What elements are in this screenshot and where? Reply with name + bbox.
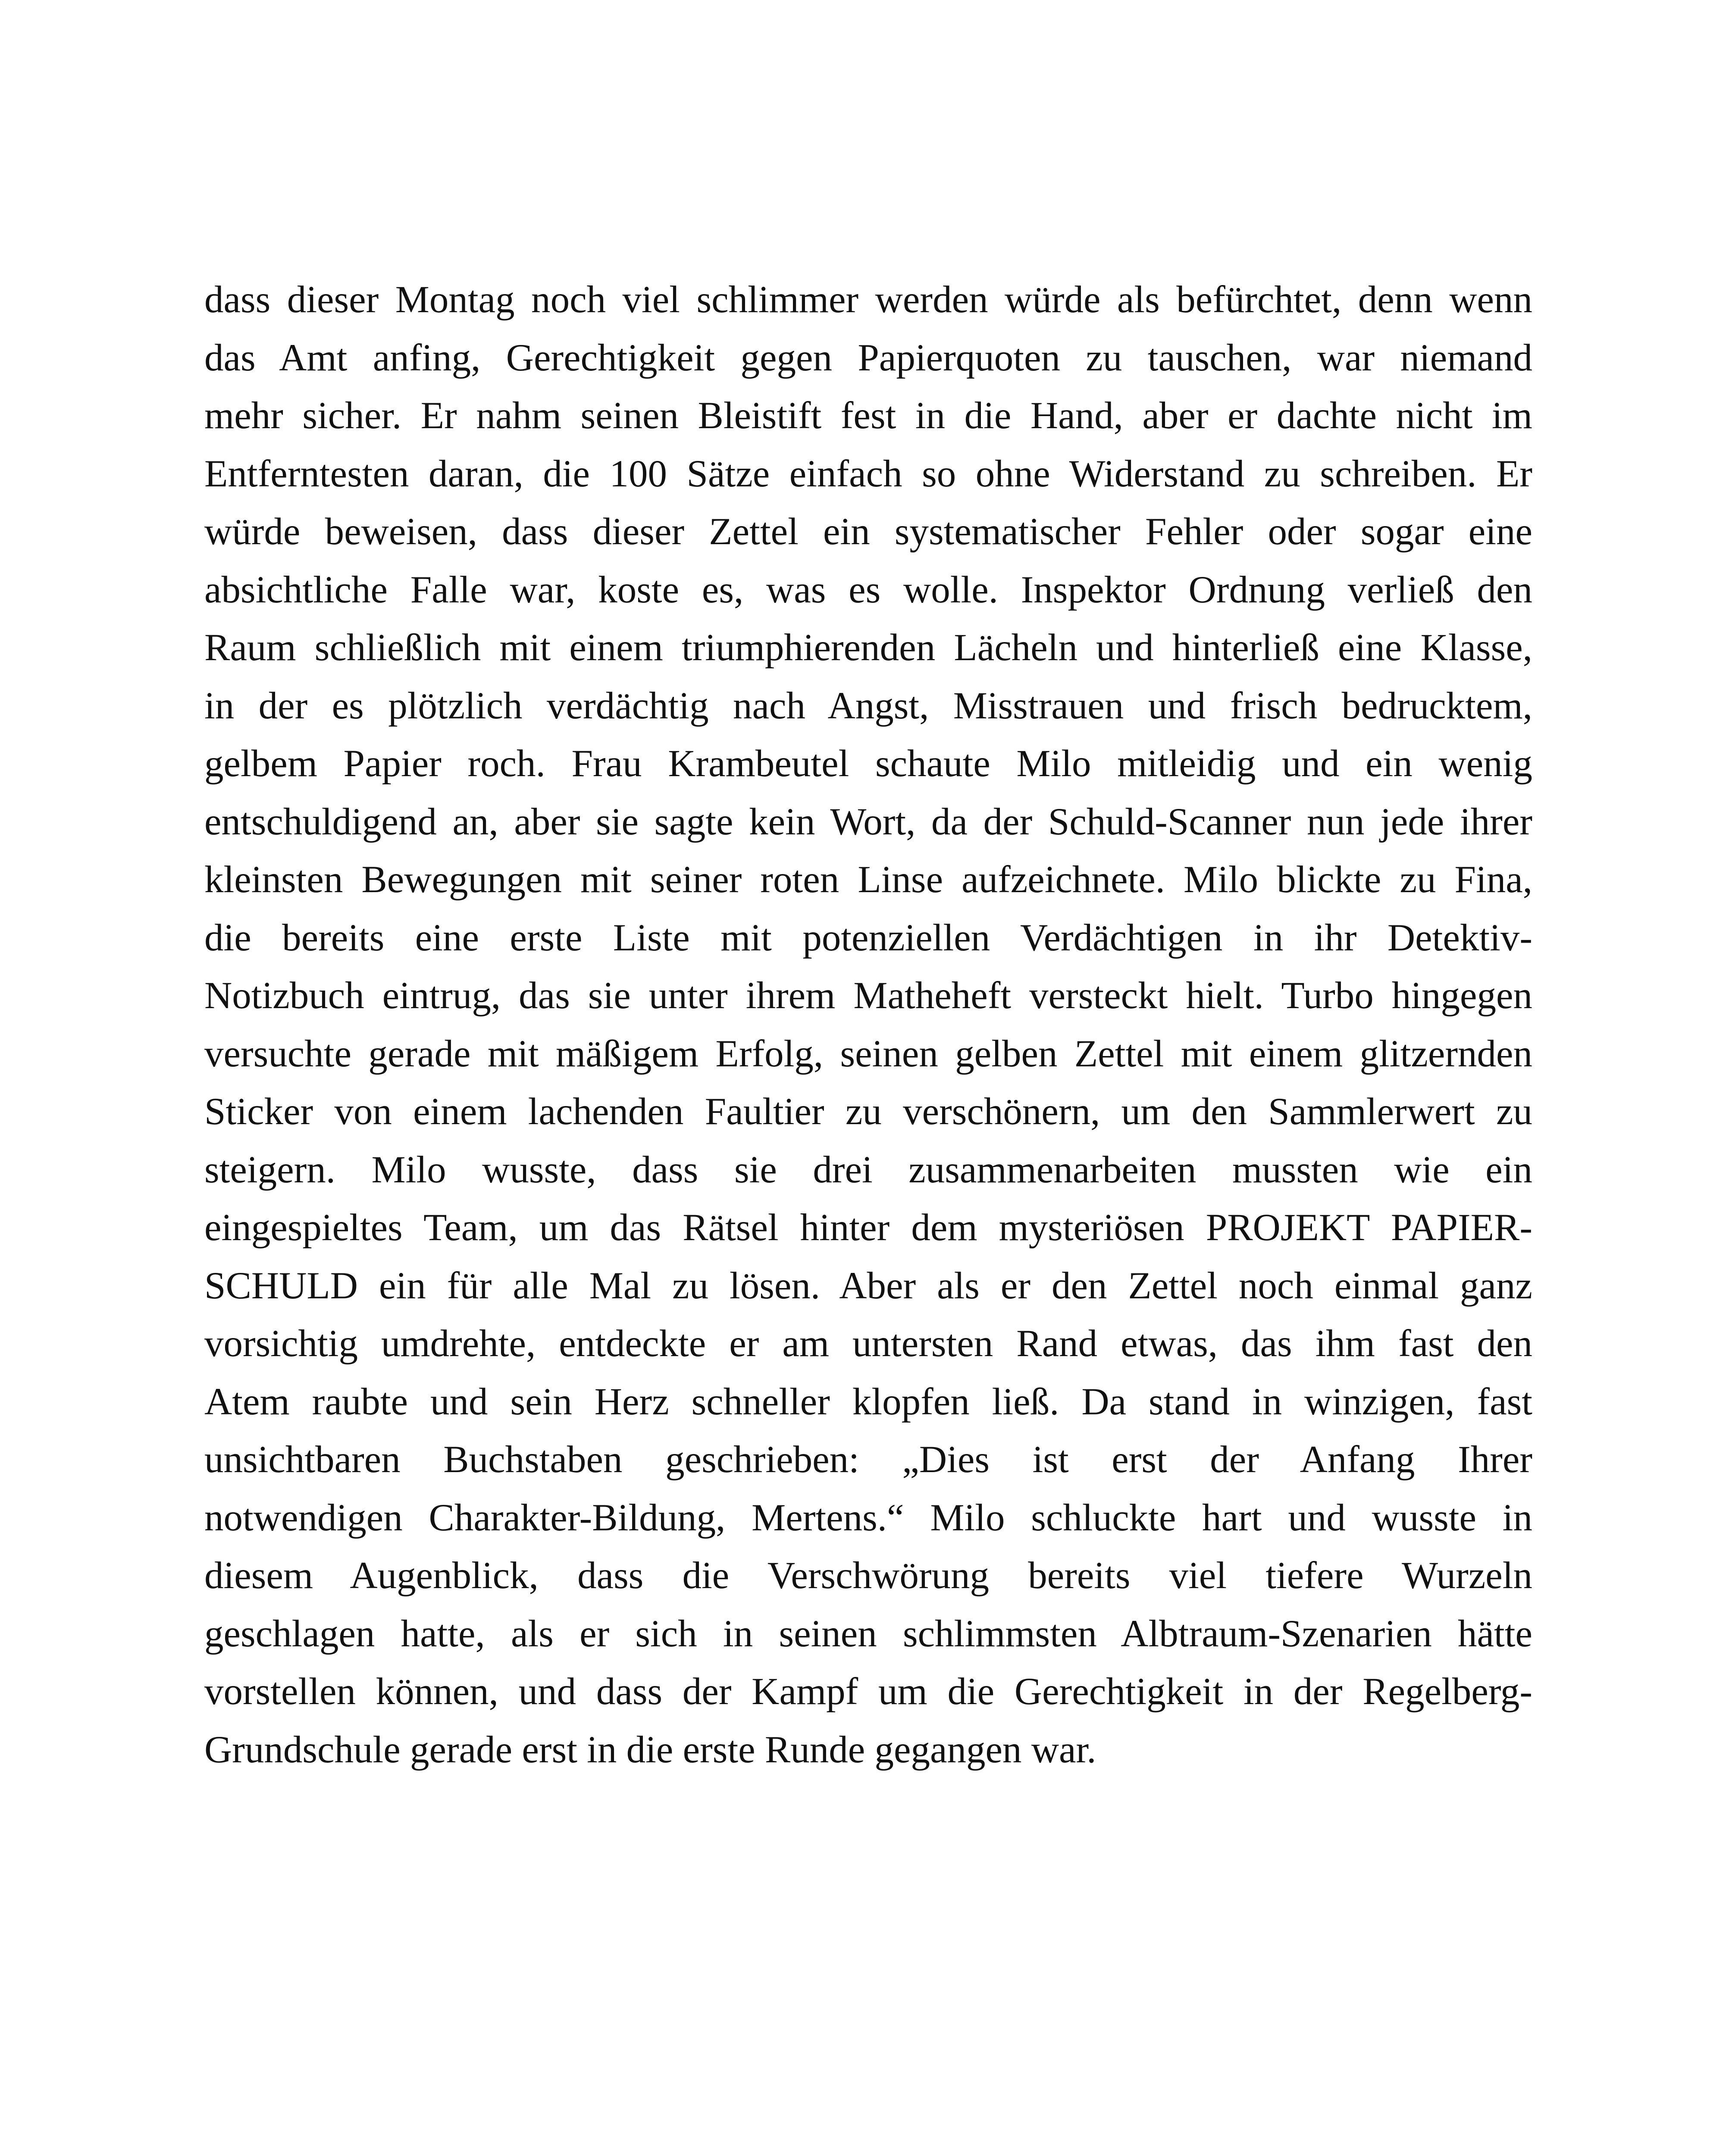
text-line: Raum schließlich mit einem triumphierenden Lächeln und hinterließ eine Klasse, — [204, 627, 1532, 669]
text-line: gelbem Papier roch. Frau Krambeutel schaute Milo mitleidig und ein wenig — [204, 743, 1532, 785]
text-line: eingespieltes Team, um das Rätsel hinter dem mysteriösen PROJEKT PAPIER- — [204, 1206, 1532, 1249]
text-line: Notizbuch eintrug, das sie unter ihrem Matheheft versteckt hielt. Turbo hingegen — [204, 975, 1532, 1017]
text-line: absichtliche Falle war, koste es, was es wolle. Inspektor Ordnung verließ den — [204, 568, 1532, 611]
text-line: in der es plötzlich verdächtig nach Angst, Misstrauen und frisch bedrucktem, — [204, 684, 1532, 727]
text-line: notwendigen Charakter-Bildung, Mertens.“ Milo schluckte hart und wusste in — [204, 1496, 1532, 1539]
text-line: vorsichtig umdrehte, entdeckte er am untersten Rand etwas, das ihm fast den — [204, 1322, 1532, 1365]
text-line: das Amt anfing, Gerechtigkeit gegen Papierquoten zu tauschen, war niemand — [204, 336, 1532, 379]
text-line: versuchte gerade mit mäßigem Erfolg, seinen gelben Zettel mit einem glitzernden — [204, 1032, 1532, 1075]
text-line: diesem Augenblick, dass die Verschwörung bereits viel tiefere Wurzeln — [204, 1554, 1532, 1597]
text-line: geschlagen hatte, als er sich in seinen schlimmsten Albtraum-Szenarien hätte — [204, 1612, 1532, 1655]
text-line: entschuldigend an, aber sie sagte kein Wort, da der Schuld-Scanner nun jede ihrer — [204, 800, 1532, 843]
text-line: würde beweisen, dass dieser Zettel ein systematischer Fehler oder sogar eine — [204, 511, 1532, 553]
text-line: vorstellen können, und dass der Kampf um die Gerechtigkeit in der Regelberg- — [204, 1670, 1532, 1713]
text-line: mehr sicher. Er nahm seinen Bleistift fest in die Hand, aber er dachte nicht im — [204, 395, 1532, 437]
text-line: kleinsten Bewegungen mit seiner roten Linse aufzeichnete. Milo blickte zu Fina, — [204, 859, 1532, 901]
text-line: Atem raubte und sein Herz schneller klopfen ließ. Da stand in winzigen, fast — [204, 1380, 1532, 1423]
text-line: Sticker von einem lachenden Faultier zu verschönern, um den Sammlerwert zu — [204, 1091, 1532, 1133]
text-line: unsichtbaren Buchstaben geschrieben: „Dies ist erst der Anfang Ihrer — [204, 1438, 1532, 1481]
text-line: dass dieser Montag noch viel schlimmer werden würde als befürchtet, denn wenn — [204, 279, 1532, 321]
text-line: Entferntesten daran, die 100 Sätze einfach so ohne Widerstand zu schreiben. Er — [204, 452, 1532, 495]
text-line: die bereits eine erste Liste mit potenziellen Verdächtigen in ihr Detektiv- — [204, 916, 1532, 959]
body-paragraph — [204, 271, 1532, 1779]
text-line: Grundschule gerade erst in die erste Runde gegangen war. — [204, 1728, 1096, 1771]
text-line: steigern. Milo wusste, dass sie drei zusammenarbeiten mussten wie ein — [204, 1148, 1532, 1191]
text-line: SCHULD ein für alle Mal zu lösen. Aber als er den Zettel noch einmal ganz — [204, 1264, 1532, 1307]
